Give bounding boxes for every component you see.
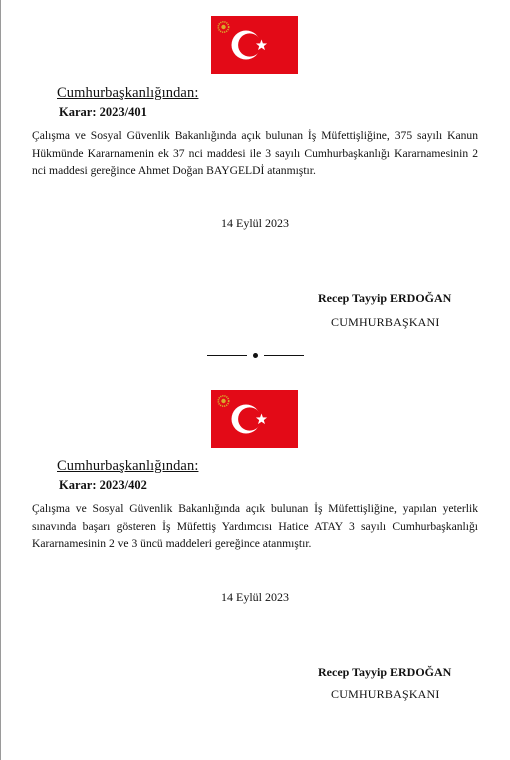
page-left-border <box>0 0 1 760</box>
decree-body: Çalışma ve Sosyal Güvenlik Bakanlığında açık bulunan İş Müfettişliğine, 375 sayılı Kanun Hükmünde Kararnamenin ek 37 nci maddesi ile 3 sayılı Cumhurbaşkanlığı Kararnamesinin 2 nci maddesi gereğince Ahmet Doğan BAYGELDİ atanmıştır. <box>32 129 478 178</box>
decision-number: Karar: 2023/402 <box>59 478 147 492</box>
signatory-title: CUMHURBAŞKANI <box>331 687 440 701</box>
turkish-flag-icon <box>211 390 298 448</box>
signatory-name: Recep Tayyip ERDOĞAN <box>318 665 452 679</box>
separator-dot <box>253 353 258 358</box>
flag-graphic <box>211 16 298 74</box>
signatory-title: CUMHURBAŞKANI <box>331 315 440 329</box>
separator-line-left <box>207 355 247 356</box>
signatory-name: Recep Tayyip ERDOĞAN <box>318 291 452 305</box>
decision-number: Karar: 2023/401 <box>59 105 147 119</box>
issuing-department: Cumhurbaşkanlığından: <box>57 458 199 474</box>
decree-date: 14 Eylül 2023 <box>221 590 289 604</box>
flag-graphic <box>211 390 298 448</box>
issuing-department: Cumhurbaşkanlığından: <box>57 85 199 101</box>
decree-body: Çalışma ve Sosyal Güvenlik Bakanlığında açık bulunan İş Müfettişliğine, yapılan yeterlik sınavında başarı gösteren İş Müfettiş Yardımcısı Hatice ATAY 3 sayılı Cumhurbaşkanlığı Kararnamesinin 2 ve 3 üncü maddeleri gereğince atanmıştır. <box>32 502 478 551</box>
turkish-flag-icon <box>211 16 298 74</box>
section-separator <box>207 349 304 361</box>
decree-date: 14 Eylül 2023 <box>221 216 289 230</box>
separator-line-right <box>264 355 304 356</box>
